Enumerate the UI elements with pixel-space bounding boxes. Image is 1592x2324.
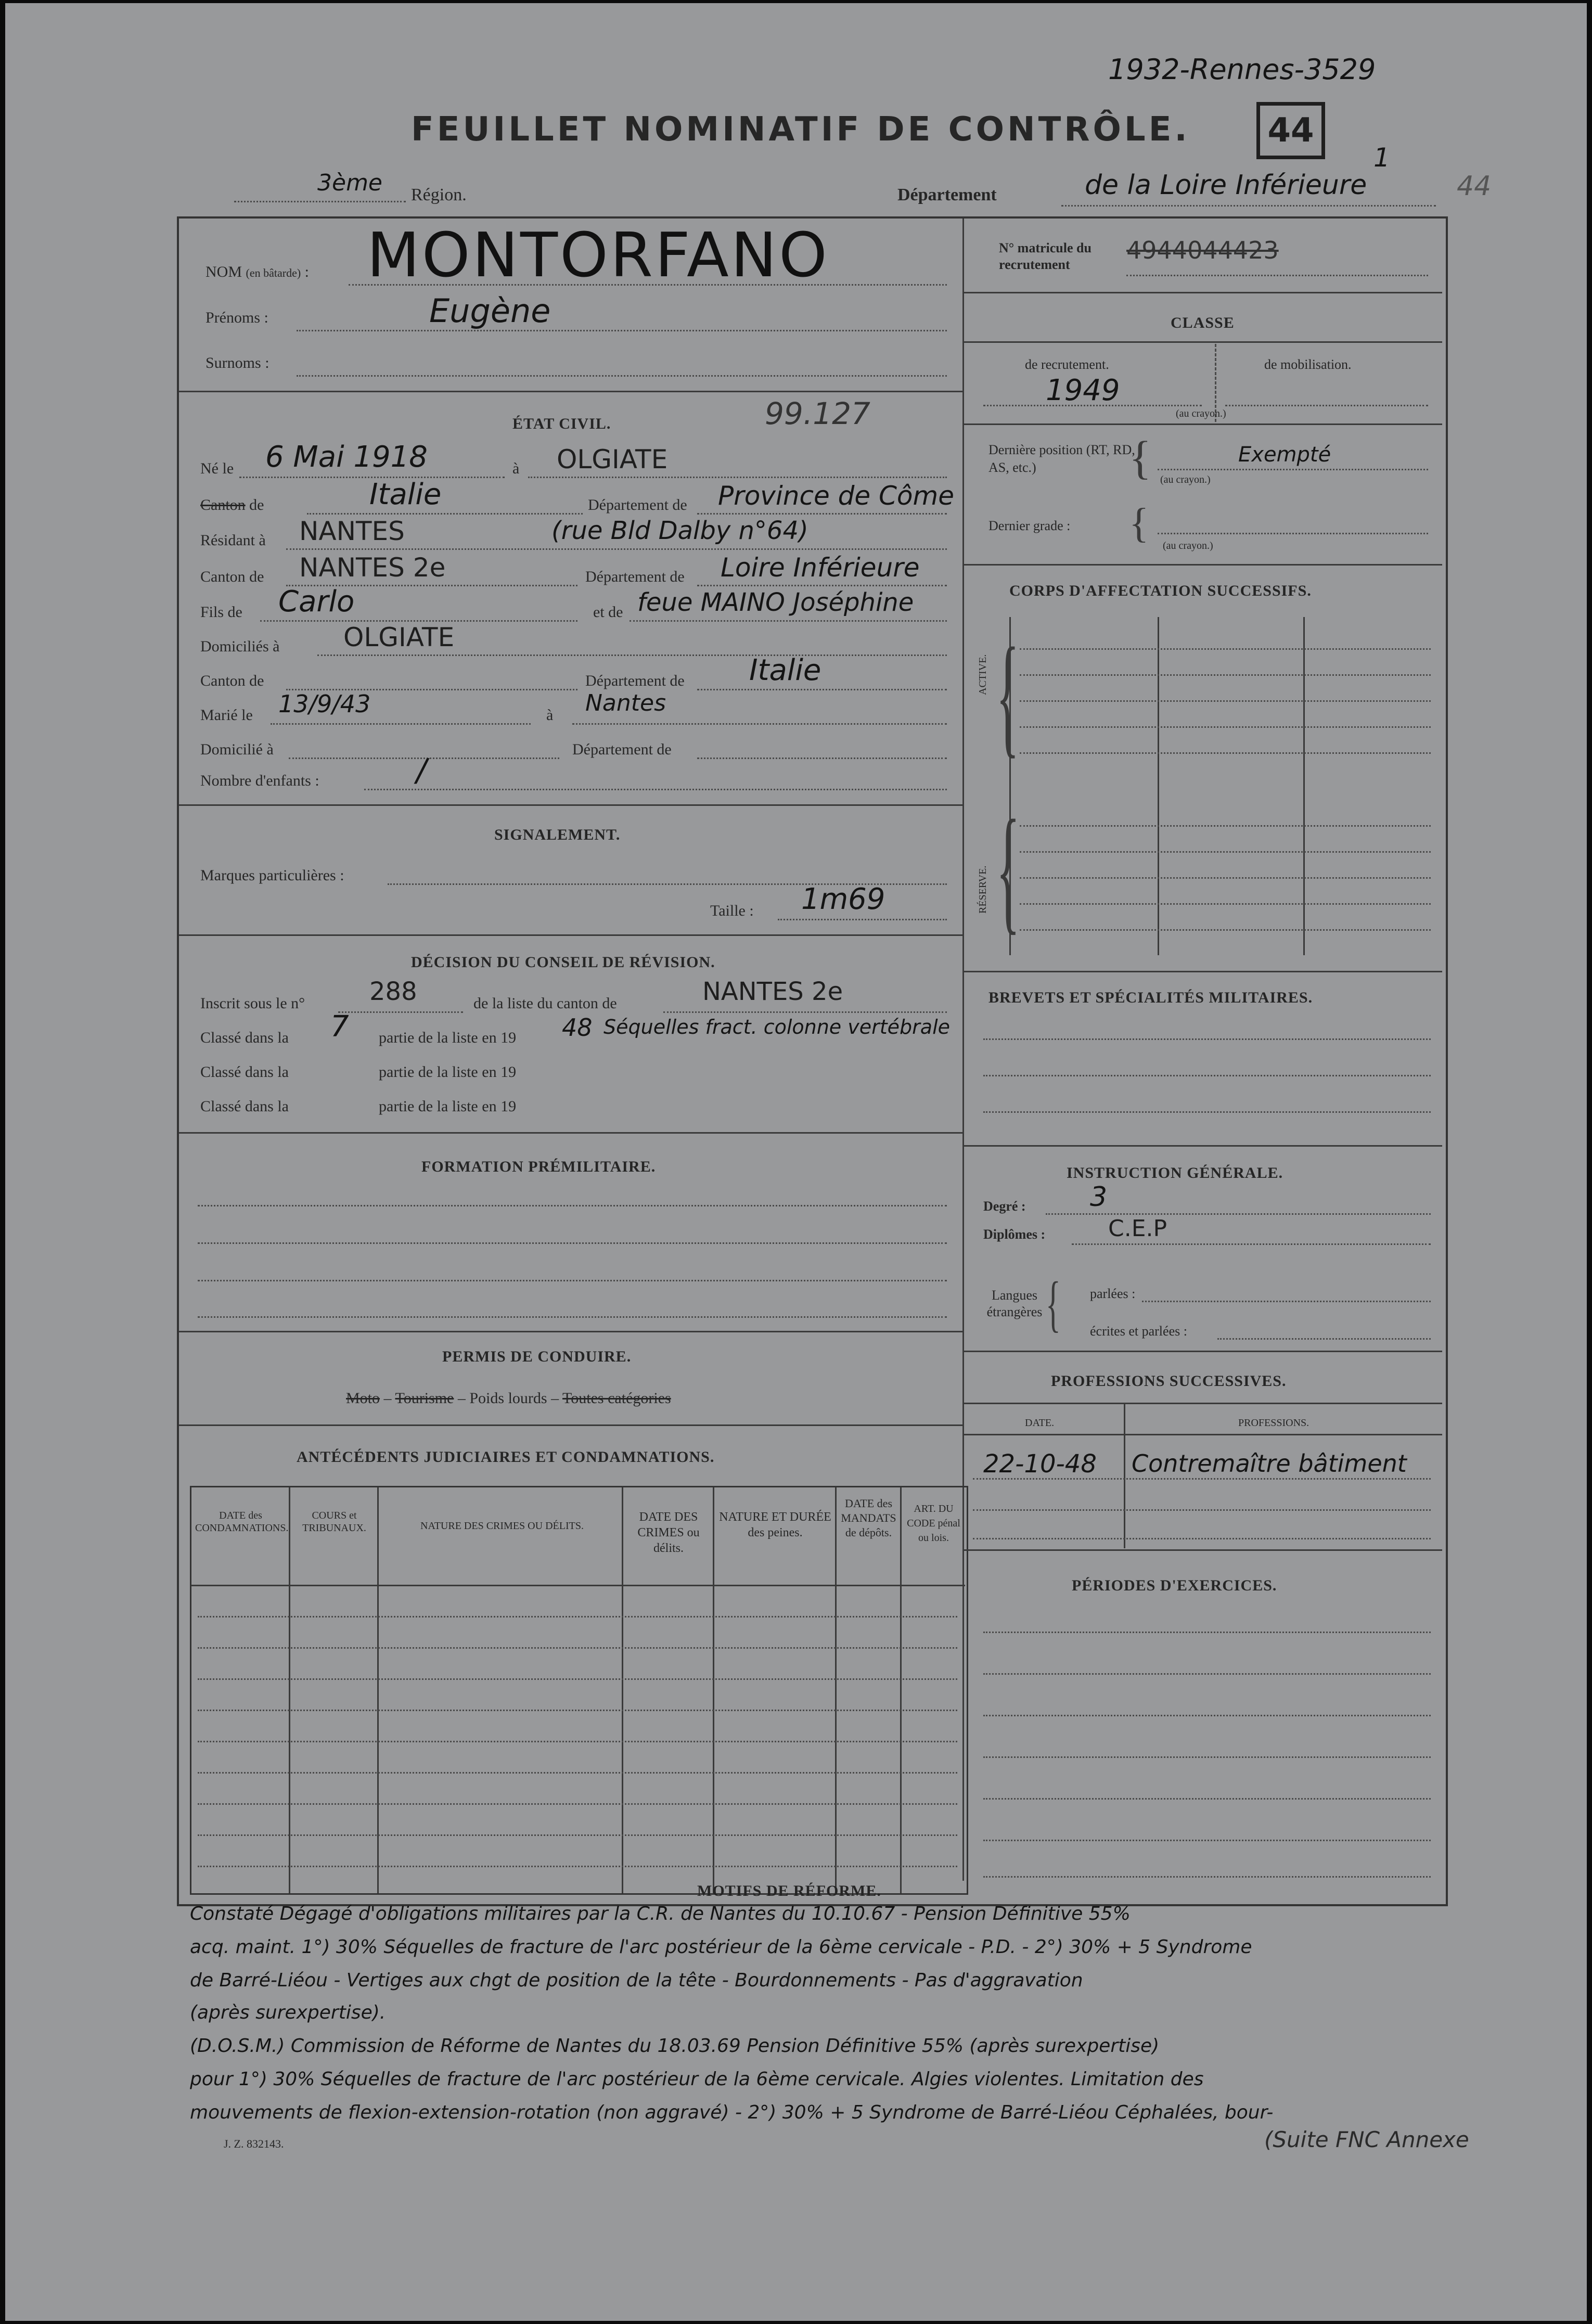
departement-label: Département bbox=[897, 185, 997, 204]
prenoms-label: Prénoms : bbox=[206, 309, 268, 326]
position-label: Dernière position (RT, RD, AS, etc.) bbox=[988, 442, 1135, 475]
nb-enfants-value: / bbox=[416, 752, 427, 789]
matricule-label: N° matricule du recrutement bbox=[999, 240, 1092, 272]
surnoms-label: Surnoms : bbox=[206, 354, 269, 371]
etat-civil-heading: ÉTAT CIVIL. bbox=[512, 415, 611, 432]
reforme-line-4: (après surexpertise). bbox=[190, 2002, 386, 2023]
reforme-line-2: acq. maint. 1°) 30% Séquelles de fracture de l'arc postérieur de la 6ème cervicale - P.D. - 2°) 30% + 5 Syndrome bbox=[190, 1936, 1252, 1958]
prenoms-value: Eugène bbox=[429, 292, 551, 330]
partie-value: 7 bbox=[330, 1010, 349, 1044]
reforme-line-5: (D.O.S.M.) Commission de Réforme de Nantes du 18.03.69 Pension Définitive 55% (après surexpertise) bbox=[190, 2035, 1160, 2057]
nom-label: NOM (en bâtarde) : bbox=[206, 263, 310, 280]
archive-reference: 1932-Rennes-3529 bbox=[1108, 53, 1376, 86]
mark-one: 1 bbox=[1373, 143, 1390, 173]
marie-value: 13/9/43 bbox=[278, 690, 371, 718]
document-sheet: 1932-Rennes-3529 FEUILLET NOMINATIF DE CONTRÔLE. 44 1 3ème Région. Département de la Loire Inférieure 44 NOM (en bâtarde) : MONTORFANO Prénoms : Eugène Surnoms : ÉTAT CIVIL. 99.127 Né le 6 Mai 1918 à OLGIATE Canton de Italie Département de Province de Côme Résidant à NANTES (rue Bld Dalby n°64) Canton de NANTES 2e Département de Loire Inférieure Fils de Carlo et de feue MAINO Joséphine Domiciliés à OLGIATE Canton de Département de Italie Marié le 13/9/43 à Nantes Domicilié à Département de Nombre d'enfants : / SIGNALEMENT. Marques particulières : Taille : 1m69 DÉCISION DU CONSEIL DE RÉVISION. Inscrit sous le n° 288 de la liste du canton de NANTES 2e Classé dans la 7 partie de la liste en 19 48 Séquelles fract. colonne vertébrale Classé dans la partie de la liste en 19 Classé dans la partie de la liste en 19 FORMATION PRÉMILITAIRE. PERMIS DE CONDUIRE. Moto – Tourisme – Poids lourds – Toutes catégories ANTÉCÉDENTS JUDICIAIRES ET CONDAMNATIONS. DATE des CONDAMNATIONS. COURS et TRIBUNAUX. NATURE DES CRIMES OU DÉLITS. DATE DES CRIMES ou délits. NATURE ET DURÉE des peines. DATE des MANDATS de dépôts. ART. DU CODE pénal ou lois. N° matricule du recrutement 4944044423 CLASSE de recrutement. de mobilisation. 1949 (au crayon.) Dernière position (RT, RD, AS, etc.) { Exempté (au crayon.) Dernier grade : { (au crayon.) CORPS D'AFFECTATION SUCCESSIFS. ACTIVE. RÉSERVE. { { BREVETS ET SPÉCIALITÉS MILITAIRES. INSTRUCTION GÉNÉRALE. Degré : 3 Diplômes : C.E.P Langues étrangères { parlées : écrites et parlées : PROFESSIONS SUCCESSIVES. DATE. PROFESSIONS. 22-10-48 Contremaître bâtiment PÉRIODES D'EXERCICES. MOTIFS DE RÉFORME. Constaté Dégagé d'obligations militaires par la C.R. de Nantes du 10.10.67 - Pension Définitive 55% acq. maint. 1°) 30% Séquelles de fracture de l'arc postérieur de la 6ème cervicale - P.D. - 2°) 30% + 5 Syndrome de Barré-Liéou - Vertiges aux chgt de position de la tête - Bourdonnements - Pas d'aggravation (après surexpertise). (D.O.S.M.) Commission de Réforme de Nantes du 18.03.69 Pension Définitive 55% (après surexpertise) pour 1°) 30% Séquelles de fracture de l'arc postérieur de la 6ème cervicale. Algies violentes. Limitation des mouvements de flexion-extension-rotation (non aggravé) - 2°) 30% + 5 Syndrome de Barré-Liéou Céphalées, bour- (Suite FNC Annexe J. Z. 832143. bbox=[5, 3, 1587, 2321]
conseil-canton-value: NANTES 2e bbox=[702, 977, 843, 1006]
ne-le-label: Né le bbox=[200, 460, 234, 477]
canton-resid: NANTES 2e bbox=[299, 553, 446, 583]
departement-code: 44 bbox=[1457, 171, 1492, 202]
diplomes-value: C.E.P bbox=[1108, 1215, 1167, 1242]
printer-reference: J. Z. 832143. bbox=[224, 2137, 284, 2150]
canton-label: Canton de bbox=[200, 496, 264, 513]
departement-naissance: Province de Côme bbox=[718, 481, 954, 511]
reforme-line-3: de Barré-Liéou - Vertiges aux chgt de position de la tête - Bourdonnements - Pas d'aggravation bbox=[190, 1970, 1083, 1991]
form-title: FEUILLET NOMINATIF DE CONTRÔLE. bbox=[411, 110, 1190, 149]
departement-resid: Loire Inférieure bbox=[721, 553, 920, 583]
profession-date: 22-10-48 bbox=[983, 1449, 1097, 1479]
adresse-value: (rue Bld Dalby n°64) bbox=[551, 516, 808, 545]
annee-value: 48 bbox=[562, 1013, 593, 1042]
grade-label: Dernier grade : bbox=[988, 518, 1071, 533]
mere-value: feue MAINO Joséphine bbox=[637, 588, 914, 617]
boxed-number: 44 bbox=[1256, 102, 1325, 159]
domicilies-value: OLGIATE bbox=[343, 622, 455, 652]
degre-value: 3 bbox=[1090, 1182, 1108, 1213]
suite-annexe: (Suite FNC Annexe bbox=[1264, 2127, 1469, 2152]
reforme-line-6: pour 1°) 30% Séquelles de fracture de l'arc postérieur de la 6ème cervicale. Algies violentes. Limitation des bbox=[190, 2069, 1204, 2090]
ne-le-value: 6 Mai 1918 bbox=[265, 440, 428, 474]
active-label: ACTIVE. bbox=[977, 654, 988, 695]
lieu-naissance: OLGIATE bbox=[557, 444, 668, 474]
reforme-heading: MOTIFS DE RÉFORME. bbox=[697, 1882, 881, 1899]
reserve-label: RÉSERVE. bbox=[977, 865, 988, 914]
taille-value: 1m69 bbox=[801, 882, 885, 916]
departement-parents: Italie bbox=[749, 653, 821, 687]
region-label: Région. bbox=[411, 185, 467, 204]
profession-value: Contremaître bâtiment bbox=[1132, 1449, 1407, 1478]
pere-value: Carlo bbox=[278, 585, 355, 619]
inscrit-value: 288 bbox=[369, 977, 417, 1006]
reforme-line-7: mouvements de flexion-extension-rotation (non aggravé) - 2°) 30% + 5 Syndrome de Barré-Liéou Céphalées, bour- bbox=[190, 2102, 1274, 2123]
marques-label: Marques particulières : bbox=[200, 867, 344, 884]
canton-value: Italie bbox=[369, 478, 442, 511]
resident-value: NANTES bbox=[299, 516, 405, 546]
recrutement-value: 1949 bbox=[1046, 374, 1120, 407]
reforme-line-1: Constaté Dégagé d'obligations militaires par la C.R. de Nantes du 10.10.67 - Pension Définitive 55% bbox=[190, 1903, 1131, 1924]
position-value: Exempté bbox=[1238, 443, 1331, 467]
permis-categories: Moto – Tourisme – Poids lourds – Toutes catégories bbox=[346, 1390, 671, 1407]
marie-lieu: Nantes bbox=[585, 690, 666, 716]
conseil-motif: Séquelles fract. colonne vertébrale bbox=[604, 1016, 951, 1038]
region-value: 3ème bbox=[317, 170, 382, 196]
nom-value: MONTORFANO bbox=[367, 219, 829, 291]
departement-value: de la Loire Inférieure bbox=[1085, 170, 1367, 201]
etat-civil-code: 99.127 bbox=[765, 396, 870, 431]
matricule-value: 4944044423 bbox=[1126, 236, 1279, 264]
